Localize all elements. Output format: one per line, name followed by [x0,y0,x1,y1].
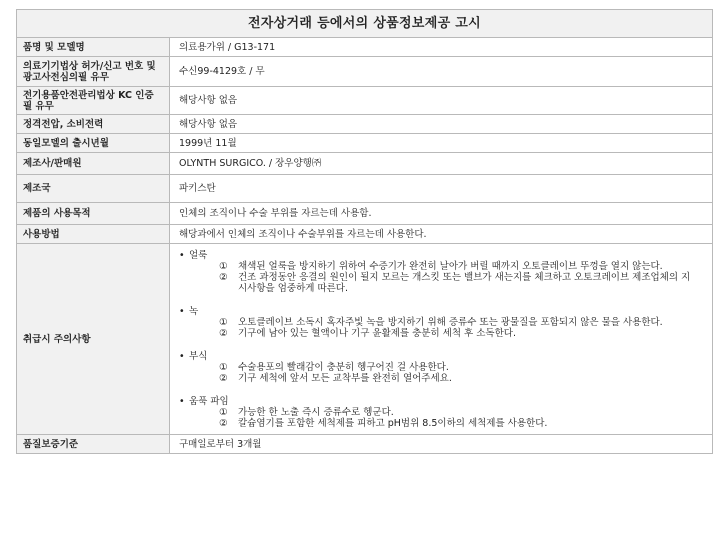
item-text: 채색된 얼룩을 방지하기 위하여 수증기가 완전히 날아가 버릴 때까지 오토클레이브 뚜껑을 열지 않는다. [238,261,663,272]
bullet: • [179,396,185,407]
bullet: • [179,250,185,261]
care-section [179,396,706,429]
care-section [179,250,706,294]
care-row [17,244,713,435]
row-label: 동일모델의 출시년월 [17,134,170,153]
item-text: 칼슘염기를 포함한 세척제를 피하고 pH범위 8.5이하의 세척제를 사용한다. [238,418,548,429]
row-label: 제조사/판매원 [17,153,170,175]
care-item [189,407,706,418]
table-row [17,175,713,203]
item-number: ② [219,328,228,339]
row-value: 파키스탄 [170,175,713,203]
item-number: ① [219,362,228,373]
care-item [189,261,706,272]
care-item [189,272,706,294]
care-heading: 녹 [189,306,199,317]
care-heading: 움푹 파임 [189,396,229,407]
item-number: ① [219,407,228,418]
table-row [17,435,713,454]
table-row [17,203,713,225]
warranty-value: 구매일로부터 3개월 [170,435,713,454]
row-label: 정격전압, 소비전력 [17,115,170,134]
product-info-notice [16,9,713,454]
row-label: 사용방법 [17,225,170,244]
care-label: 취급시 주의사항 [17,244,170,435]
care-item [189,418,706,429]
item-number: ② [219,373,228,384]
notice-title: 전자상거래 등에서의 상품정보제공 고시 [17,10,713,38]
row-value: 해당과에서 인체의 조직이나 수술부위를 자르는데 사용한다. [170,225,713,244]
item-number: ② [219,418,228,429]
care-item [189,328,706,339]
care-heading: 얼룩 [189,250,208,261]
item-text: 수술용포의 빨래감이 충분히 헹구어진 걸 사용한다. [238,362,449,373]
care-content [170,244,713,435]
row-label: 제품의 사용목적 [17,203,170,225]
row-value: 해당사항 없음 [170,115,713,134]
row-value: 해당사항 없음 [170,87,713,115]
care-section [179,351,706,384]
row-value: OLYNTH SURGICO. / 장우양행㈜ [170,153,713,175]
row-label: 제조국 [17,175,170,203]
row-value: 수신99-4129호 / 무 [170,57,713,87]
item-number: ② [219,272,228,283]
table-row [17,57,713,87]
care-section [179,306,706,339]
row-value: 인체의 조직이나 수술 부위를 자르는데 사용함. [170,203,713,225]
item-text: 기구 세척에 앞서 모든 교착부를 완전히 열어주세요. [238,373,452,384]
bullet: • [179,351,185,362]
row-label: 전기용품안전관리법상 KC 인증 필 유무 [17,87,170,115]
table-row [17,134,713,153]
item-text: 오토클레이브 소독시 혹자주빛 녹을 방지하기 위해 증류수 또는 광물질을 포함되지 않은 물을 사용한다. [238,317,663,328]
item-text: 기구에 남아 있는 혈액이나 기구 윤활제를 충분히 세척 후 소독한다. [238,328,516,339]
care-item [189,373,706,384]
item-number: ① [219,261,228,272]
item-text: 건조 과정동안 응결의 원인이 될지 모르는 개스킷 또는 밸브가 새는지를 체크하고 오토크레이브 제조업체의 지시사항을 엄중하게 따른다. [238,272,691,294]
care-item [189,317,706,328]
item-number: ① [219,317,228,328]
product-info-table [16,9,713,454]
table-row [17,153,713,175]
item-text: 가능한 한 노출 즉시 증류수로 헹군다. [238,407,394,418]
table-row [17,225,713,244]
row-value: 의료용가위 / G13-171 [170,38,713,57]
care-heading: 부식 [189,351,208,362]
row-label: 의료기기법상 허가/신고 번호 및 광고사전심의필 유무 [17,57,170,87]
row-value: 1999년 11월 [170,134,713,153]
table-row [17,115,713,134]
table-row [17,38,713,57]
bullet: • [179,306,185,317]
table-row [17,87,713,115]
care-item [189,362,706,373]
warranty-label: 품질보증기준 [17,435,170,454]
row-label: 품명 및 모델명 [17,38,170,57]
